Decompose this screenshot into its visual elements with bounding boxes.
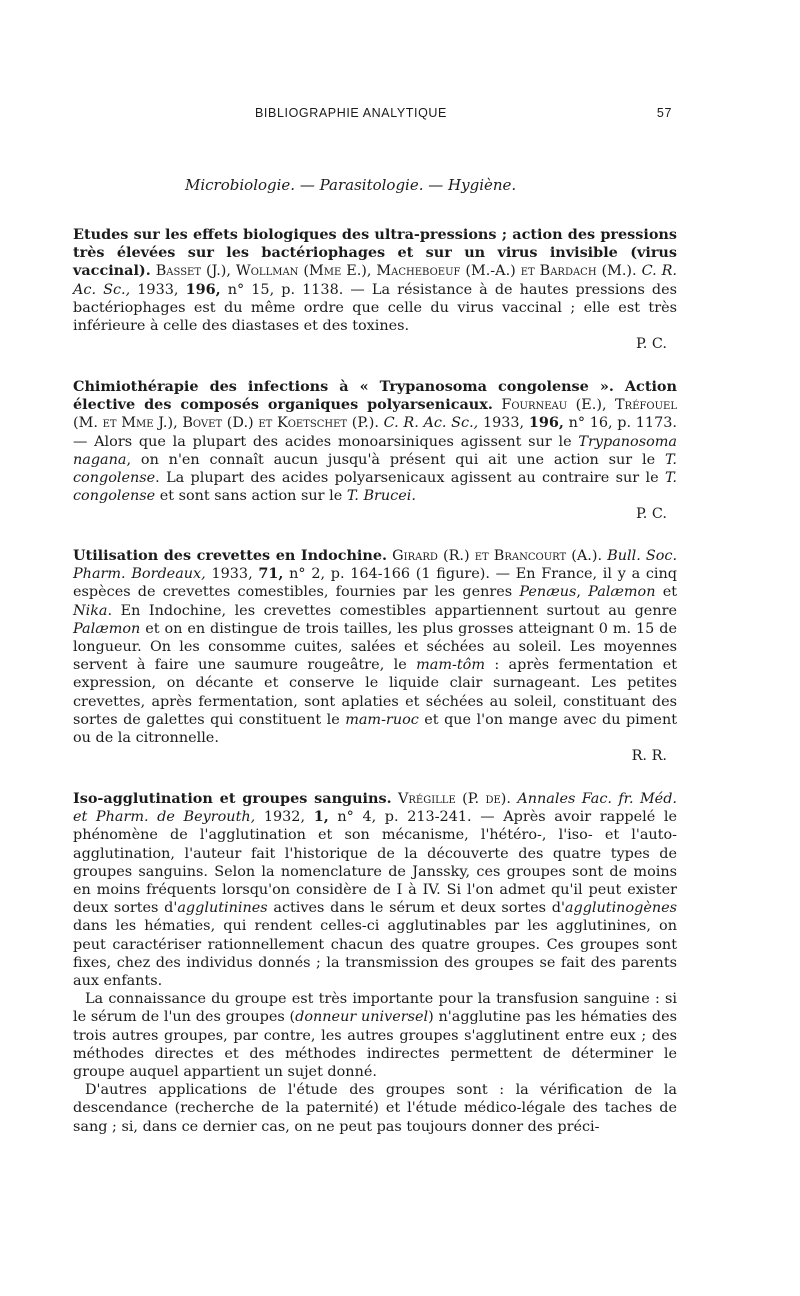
entry-authors: Fourneau (E.), Tréfouel (M. et Mme J.), Bovet (D.) et Koetschet (P.). — [73, 397, 677, 432]
entry-signature: P. C. — [636, 506, 667, 523]
entry-journal: Annales Fac. fr. Méd. et Pharm. de Beyrouth, — [73, 791, 677, 826]
entry-ref: n° 2, p. 164-166 (1 figure). — [289, 566, 490, 583]
entry-ref: n° 16, p. 1173. — [568, 415, 677, 432]
entry-abstract: — Alors que la plupart des acides monoarsiniques agissent sur le Trypanosoma nagana, on n'en connaît aucun jusqu'à présent qui ait une action sur le T. congolense. La plupart des acides polyarsenicaux agissent au contraire sur le T. congolense et sont sans action sur le T. Brucei. — [73, 433, 677, 505]
entry-authors: Vrégille (P. de). — [398, 791, 511, 807]
entry-body — [73, 790, 677, 990]
entry-volume: 1, — [313, 808, 329, 826]
entry-abstract: — Après avoir rappelé le phénomène de l'agglutination et son mécanisme, l'hétéro-, l'iso- et l'auto-agglutination, l'auteur fait l'historique de la découverte des quatre types de groupes sanguins. Selon la nomenclature de Janssky, ces groupes sont de moins en moins fréquents lorsqu'on considère de I à IV. Si l'on admet qu'il peut exister deux sortes d'agglutinines actives dans le sérum et deux sortes d'agglutinogènes dans les hématies, qui rendent celles-ci agglutinables par les agglutinines, on peut caractériser rationnellement chacun des quatre groupes. Ces groupes sont fixes, chez des individus donnés ; la transmission des groupes se fait des parents aux enfants. — [73, 809, 678, 990]
entry-paragraph: D'autres applications de l'étude des groupes sont : la vérification de la descendance (recherche de la paternité) et l'étude médico-légale des taches de sang ; si, dans ce dernier cas, on ne peut pas toujours donner des préci- — [73, 1082, 677, 1135]
entry-journal: C. R. Ac. Sc., — [73, 263, 678, 298]
entry-body — [73, 378, 677, 505]
entry-abstract: — En France, il y a cinq espèces de crevettes comestibles, fournies par les genres Penæus, Palæmon et Nika. En Indochine, les crevettes comestibles appartiennent surtout au genre Palæmon et on en distingue de trois tailles, les plus grosses atteignant 0 m. 15 de longueur. On les consomme cuites, salées et séchées au soleil. Les moyennes servent à faire une saumure rougeâtre, le mam-tôm : après fermentation et expression, on décante et conserve le liquide clair surnageant. Les petites crevettes, après fermentation, sont aplaties et séchées au soleil, constituant des sortes de galettes qui constituent le mam-ruoc et que l'on mange avec du piment ou de la citronnelle. — [73, 566, 678, 747]
entry-year: 1933, — [482, 415, 525, 432]
entry-abstract: — La résistance à de hautes pressions des bactériophages est du même ordre que celle du virus vaccinal ; elle est très inférieure à celle des diastases et des toxines. — [73, 281, 678, 335]
bibliography-entry — [73, 378, 677, 524]
bibliography-entry — [73, 547, 677, 765]
entry-year: 1933, — [137, 281, 179, 298]
entry-volume: 196, — [528, 414, 564, 432]
entry-ref: n° 4, p. 213-241. — [337, 809, 472, 826]
entry-journal: Bull. Soc. Pharm. Bordeaux, — [73, 548, 678, 583]
bibliography-entry — [73, 790, 677, 1136]
entry-title: Iso-agglutination et groupes sanguins. — [73, 790, 392, 807]
entry-body — [73, 547, 677, 747]
entry-journal: C. R. Ac. Sc., — [383, 415, 479, 432]
entry-volume: 71, — [258, 565, 284, 583]
entry-title: Chimiothérapie des infections à « Trypanosoma congolense ». Action élective des composés organiques polyarsenicaux. — [73, 378, 677, 414]
entry-volume: 196, — [185, 280, 221, 298]
bibliography-entry — [73, 226, 677, 353]
entry-body — [73, 226, 677, 335]
section-title: Microbiologie. — Parasitologie. — Hygiène. — [185, 176, 517, 194]
entry-signature: R. R. — [631, 748, 667, 765]
entry-paragraph: La connaissance du groupe est très importante pour la transfusion sanguine : si le sérum de l'un des groupes (donneur universel) n'agglutine pas les hématies des trois autres groupes, par contre, les autres groupes s'agglutinent entre eux ; des méthodes directes et des méthodes indirectes permettent de déterminer le groupe auquel appartient un sujet donné. — [73, 991, 677, 1081]
entry-ref: n° 15, p. 1138. — [227, 281, 344, 298]
entry-year: 1932, — [263, 809, 306, 826]
entry-authors: Girard (R.) et Brancourt (A.). — [392, 548, 603, 564]
page-number: 57 — [656, 106, 672, 120]
entry-authors: Basset (J.), Wollman (Mme E.), Macheboeuf (M.-A.) et Bardach (M.). — [155, 263, 637, 280]
entry-title: Utilisation des crevettes en Indochine. — [73, 547, 388, 564]
entry-year: 1933, — [211, 566, 253, 583]
running-title: BIBLIOGRAPHIE ANALYTIQUE — [255, 106, 447, 120]
entry-signature: P. C. — [636, 336, 667, 353]
entry-title: Etudes sur les effets biologiques des ultra-pressions ; action des pressions très élevées sur les bactériophages et sur un virus invisible (virus vaccinal). — [73, 226, 677, 280]
